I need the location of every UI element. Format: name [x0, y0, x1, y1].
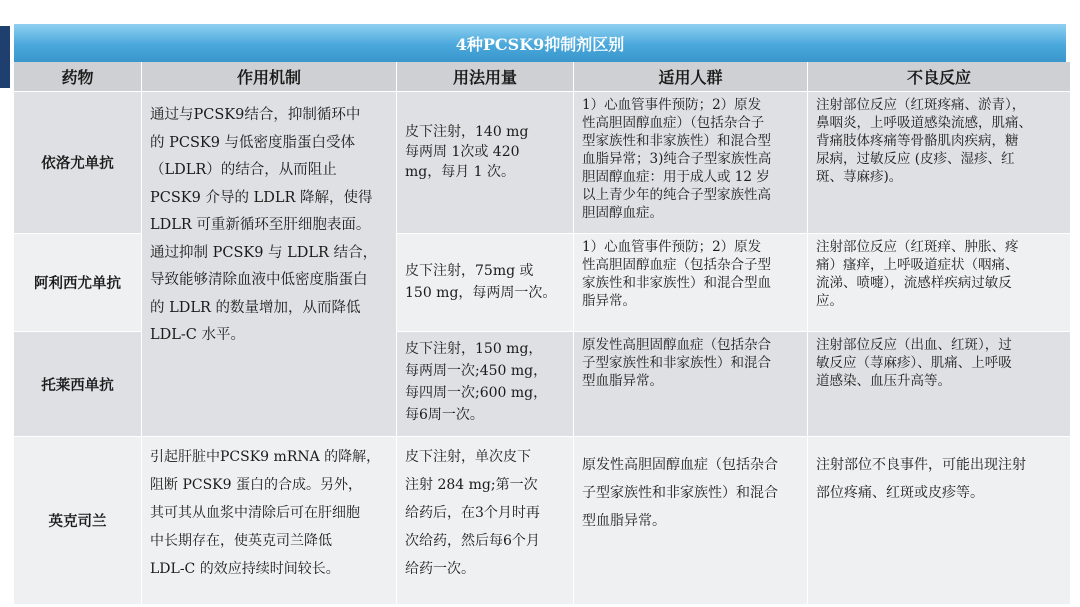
dosage-cell: 皮下注射，单次皮下 注射 284 mg;第一次 给药后，在3个月时再 次给药，然后每6个月 给药一次。 [397, 437, 573, 604]
shared-mechanism-cell: 通过与PCSK9结合，抑制循环中 的 PCSK9 与低密度脂蛋白受体 （LDLR）的结合，从而阻止 PCSK9 介导的 LDLR 降解，使得 LDLR 可重新循环至肝细胞表面。 通过抑制 PCSK9 与 LDLR 结合， 导致能够清除血液中低密度脂蛋白 的 LDLR 的数量增加，从而降低 LDL-C 水平。 [142, 92, 396, 436]
dosage-cell: 皮下注射，75mg 或 150 mg，每两周一次。 [397, 234, 573, 331]
dosage-cell: 皮下注射，140 mg 每两周 1次或 420 mg，每月 1 次。 [397, 92, 573, 233]
adverse-cell: 注射部位反应（红斑痒、肿胀、疼 痛）瘙痒，上呼吸道症状（咽痛、 流涕、喷嚏），流感样疾病过敏反 应。 [808, 234, 1070, 331]
pcsk9-comparison-table [14, 62, 1066, 600]
population-cell: 原发性高胆固醇血症（包括杂合 子型家族性和非家族性）和混合 型血脂异常。 [574, 437, 807, 604]
table-title: 4种PCSK9抑制剂区别 [14, 24, 1066, 62]
drug-name-cell: 英克司兰 [14, 437, 141, 604]
mechanism-cell: 引起肝脏中PCSK9 mRNA 的降解， 阻断 PCSK9 蛋白的合成。另外， 其可其从血浆中清除后可在肝细胞 中长期存在，使英克司兰降低 LDL-C 的效应持续时间较长。 [142, 437, 396, 604]
left-accent-bar [0, 26, 10, 88]
drug-name-cell: 阿利西尤单抗 [14, 234, 141, 331]
drug-name-cell: 托莱西单抗 [14, 332, 141, 436]
population-cell: 1）心血管事件预防；2）原发 性高胆固醇血症（包括杂合子型 家族性和非家族性）和混合型血 脂异常。 [574, 234, 807, 331]
header-adverse: 不良反应 [808, 62, 1070, 91]
header-population: 适用人群 [574, 62, 807, 91]
dosage-cell: 皮下注射，150 mg， 每两周一次;450 mg， 每四周一次;600 mg， 每6周一次。 [397, 332, 573, 436]
header-dosage: 用法用量 [397, 62, 573, 91]
header-drug: 药物 [14, 62, 141, 91]
population-cell: 1）心血管事件预防；2）原发 性高胆固醇血症）（包括杂合子 型家族性和非家族性）和混合型 血脂异常；3)纯合子型家族性高 胆固醇血症：用于成人或 12 岁 以上青少年的纯合子型家族性高 胆固醇血症。 [574, 92, 807, 233]
drug-name-cell: 依洛尤单抗 [14, 92, 141, 233]
population-cell: 原发性高胆固醇血症（包括杂合 子型家族性和非家族性）和混合 型血脂异常。 [574, 332, 807, 436]
adverse-cell: 注射部位反应（出血、红斑），过 敏反应（荨麻疹）、肌痛、上呼吸 道感染、血压升高等。 [808, 332, 1070, 436]
header-mechanism: 作用机制 [142, 62, 396, 91]
adverse-cell: 注射部位反应（红斑疼痛、淤青）， 鼻咽炎，上呼吸道感染流感，肌痛、 背痛肢体疼痛等骨骼肌肉疾病，糖 尿病，过敏反应 (皮疹、湿疹、红 斑、荨麻疹)。 [808, 92, 1070, 233]
adverse-cell: 注射部位不良事件，可能出现注射 部位疼痛、红斑或皮疹等。 [808, 437, 1070, 604]
